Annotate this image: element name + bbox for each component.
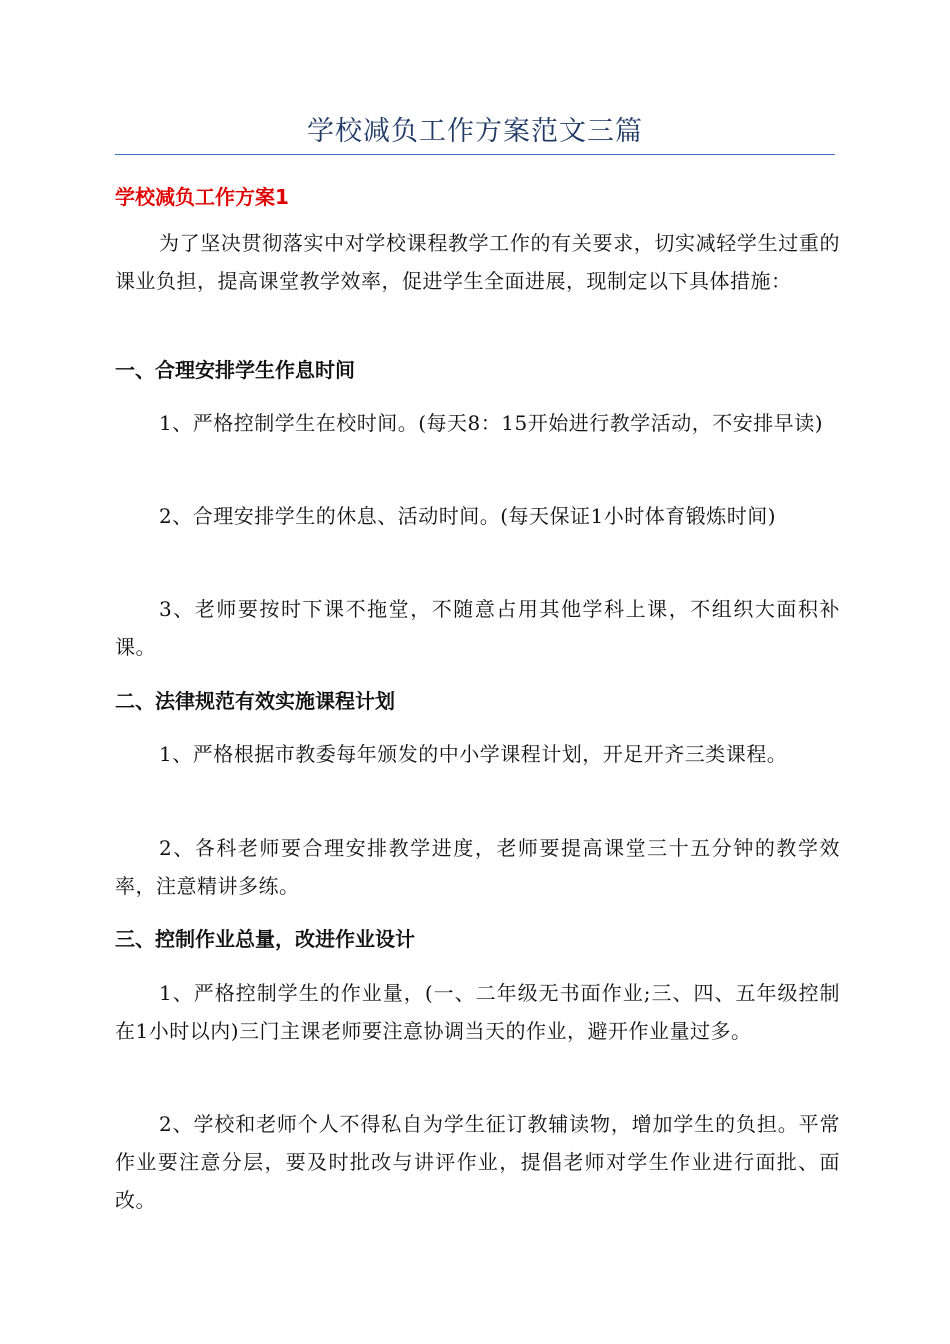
paragraph-1-2: 2、合理安排学生的休息、活动时间。(每天保证1小时体育锻炼时间) (159, 504, 777, 528)
paragraph-1-3: 3、老师要按时下课不拖堂，不随意占用其他学科上课，不组织大面积补课。 (115, 597, 840, 659)
heading-2: 二、法律规范有效实施课程计划 (115, 689, 395, 713)
paragraph-1-1: 1、严格控制学生在校时间。(每天8：15开始进行教学活动，不安排早读) (159, 411, 824, 435)
paragraph-3-1: 1、严格控制学生的作业量，(一、二年级无书面作业;三、四、五年级控制在1小时以内)三门主课老师要注意协调当天的作业，避开作业量过多。 (115, 981, 840, 1043)
section-title: 学校减负工作方案1 (115, 185, 289, 209)
heading-1: 一、合理安排学生作息时间 (115, 358, 355, 382)
intro-paragraph: 为了坚决贯彻落实中对学校课程教学工作的有关要求，切实减轻学生过重的课业负担，提高课堂教学效率，促进学生全面进展，现制定以下具体措施： (115, 231, 840, 293)
paragraph-3-2: 2、学校和老师个人不得私自为学生征订教辅读物，增加学生的负担。平常作业要注意分层，要及时批改与讲评作业，提倡老师对学生作业进行面批、面改。 (115, 1112, 840, 1212)
document-title: 学校减负工作方案范文三篇 (307, 116, 643, 147)
heading-3: 三、控制作业总量，改进作业设计 (115, 927, 415, 951)
paragraph-2-1: 1、严格根据市教委每年颁发的中小学课程计划，开足开齐三类课程。 (159, 742, 788, 766)
paragraph-2-2: 2、各科老师要合理安排教学进度，老师要提高课堂三十五分钟的教学效率，注意精讲多练。 (115, 836, 840, 898)
title-underline (115, 154, 835, 155)
